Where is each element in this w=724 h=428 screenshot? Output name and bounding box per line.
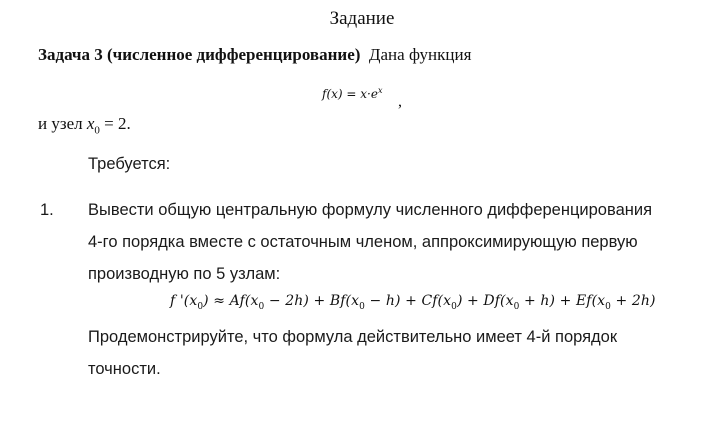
task-heading-line xyxy=(38,45,471,65)
function-formula-comma: , xyxy=(398,93,402,110)
task-intro: Дана функция xyxy=(368,45,472,64)
node-line xyxy=(38,114,131,136)
page-title: Задание xyxy=(329,8,395,29)
formula-term-a: ) ≈ Af(x xyxy=(203,293,259,309)
item-after-line-1: Продемонстрируйте, что формула действительно имеет 4-й порядок xyxy=(88,328,618,346)
difference-formula xyxy=(170,293,656,312)
formula-sub-1: 0 xyxy=(197,301,204,312)
formula-sub-2: 0 xyxy=(258,301,265,312)
item-line-1: Вывести общую центральную формулу численного дифференцирования xyxy=(88,201,653,219)
formula-term-f: + 2h) xyxy=(610,293,656,309)
required-label: Требуется: xyxy=(88,155,171,173)
item-after-line-2: точности. xyxy=(88,360,161,378)
formula-sub-3: 0 xyxy=(359,301,365,312)
node-prefix: и узел xyxy=(38,114,87,133)
node-suffix: = 2. xyxy=(99,114,131,133)
formula-lhs: f '(x xyxy=(170,293,198,309)
formula-term-c: − h) + Cf(x xyxy=(364,293,452,309)
formula-term-b: − 2h) + Bf(x xyxy=(264,293,360,309)
function-formula-body: f(x) = x·e xyxy=(322,87,378,101)
formula-sub-6: 0 xyxy=(605,301,611,312)
formula-sub-5: 0 xyxy=(513,301,520,312)
function-formula xyxy=(322,86,382,101)
item-number: 1. xyxy=(40,201,54,219)
item-line-3: производную по 5 узлам: xyxy=(88,265,281,283)
item-line-2: 4-го порядка вместе с остаточным членом, аппроксимирующую первую xyxy=(88,233,638,251)
formula-term-e: + h) + Ef(x xyxy=(519,293,606,309)
task-heading: Задача 3 (численное дифференцирование) xyxy=(38,45,361,64)
node-var: x xyxy=(86,114,95,133)
function-formula-exponent: x xyxy=(377,86,383,95)
node-sub: 0 xyxy=(94,124,100,137)
formula-term-d: ) + Df(x xyxy=(456,293,514,309)
formula-sub-4: 0 xyxy=(451,301,457,312)
